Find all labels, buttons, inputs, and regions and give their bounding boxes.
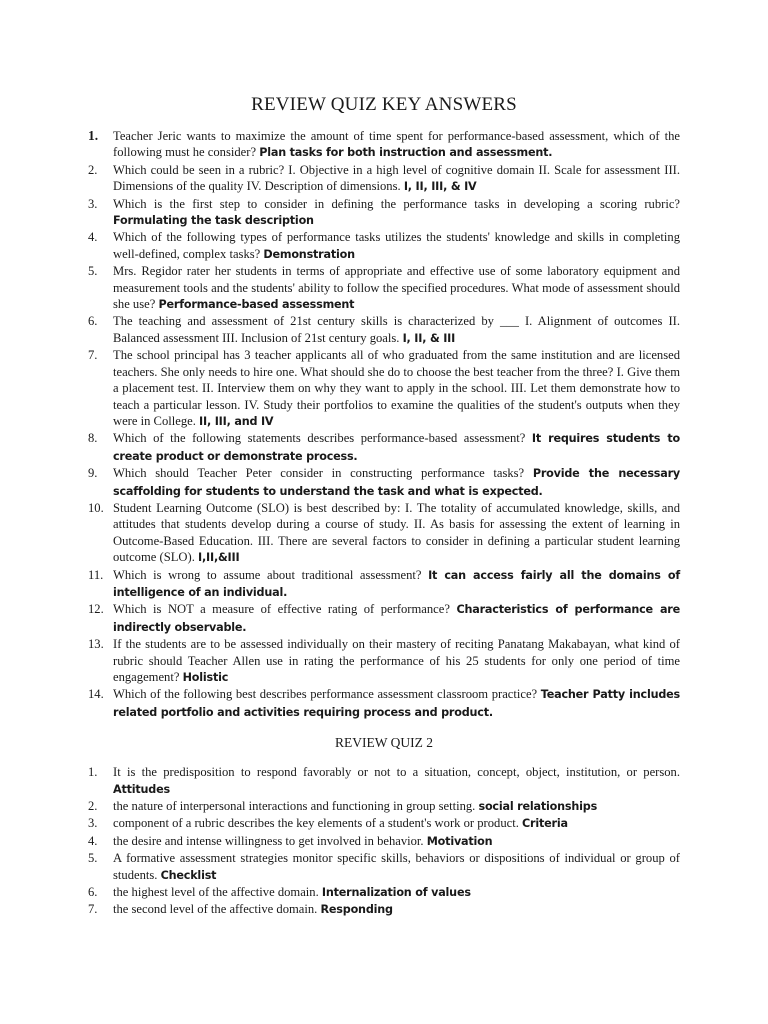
question-text: Which of the following types of performance tasks utilizes the students' knowledge and skills in completing well-defined, complex tasks?	[113, 230, 680, 261]
answer-text: Responding	[320, 903, 393, 917]
question-text: the second level of the affective domain.	[113, 902, 318, 917]
quiz2-title: REVIEW QUIZ 2	[335, 735, 433, 751]
question-number: 5.	[88, 264, 98, 279]
question-item	[88, 815, 680, 832]
question-item	[88, 884, 680, 901]
answer-text: It can access fairly all the domains of intelligence of an individual.	[113, 568, 680, 599]
question-number: 4.	[88, 833, 98, 848]
question-item	[88, 263, 680, 313]
question-number: 1.	[88, 128, 99, 143]
question-text: A formative assessment strategies monitor specific skills, behaviors or dispositions of individual or group of students.	[113, 851, 680, 882]
question-text: Teacher Jeric wants to maximize the amount of time spent for performance-based assessment, which of the following must he consider?	[113, 129, 680, 160]
question-item	[88, 465, 680, 500]
answer-text: Attitudes	[113, 782, 170, 796]
answer-text: Motivation	[426, 834, 493, 848]
question-number: 12.	[88, 602, 104, 617]
question-number: 5.	[88, 851, 98, 866]
answer-text: I, II, & III	[402, 331, 456, 345]
question-number: 6.	[88, 314, 98, 329]
question-text: If the students are to be assessed individually on their mastery of reciting Panatang Makabayan, what kind of rubric should Teacher Allen use in rating the performance of his 25 students for only one period of time engagement?	[113, 637, 680, 684]
question-item	[88, 430, 680, 465]
question-item	[88, 229, 680, 263]
question-number: 3.	[88, 196, 98, 211]
answer-text: Checklist	[160, 868, 217, 882]
question-text: Which of the following best describes performance assessment classroom practice?	[113, 687, 538, 702]
question-number: 9.	[88, 466, 98, 481]
answer-text: Criteria	[522, 817, 568, 831]
question-item	[88, 347, 680, 430]
question-text: Which should Teacher Peter consider in constructing performance tasks?	[113, 466, 525, 481]
question-text: The school principal has 3 teacher applicants all of who graduated from the same institution and are licensed teachers. She only needs to hire one. What should she do to choose the best teacher from the three? I. Give them a placement test. II. Interview them on why they want to apply in the school. III. Let them demonstrate how to teach a particular lesson. IV. Study their portfolios to examine the qualities of the student's outputs when they were in College.	[113, 348, 680, 428]
question-text: the desire and intense willingness to get involved in behavior.	[113, 833, 424, 848]
question-text: Which could be seen in a rubric? I. Objective in a high level of cognitive domain II. Scale for assessment III. Dimensions of the quality IV. Description of dimensions.	[113, 162, 680, 194]
question-text: The teaching and assessment of 21st century skills is characterized by ___ I. Alignment of outcomes II. Balanced assessment III. Inclusion of 21st century goals.	[113, 314, 680, 345]
question-number: 11.	[88, 567, 104, 582]
question-item	[88, 601, 680, 636]
question-number: 1.	[88, 765, 98, 780]
answer-text: II, III, and IV	[199, 414, 274, 428]
answer-text: Performance-based assessment	[158, 298, 355, 312]
question-item	[88, 686, 680, 721]
question-number: 13.	[88, 637, 104, 652]
question-text: component of a rubric describes the key elements of a student's work or product.	[113, 816, 519, 831]
answer-text: Holistic	[182, 671, 229, 684]
question-item	[88, 128, 680, 162]
quiz1-list	[88, 128, 680, 721]
question-number: 4.	[88, 230, 98, 245]
quiz2-list	[88, 764, 680, 919]
answer-text: Teacher Patty includes related portfolio and activities requiring process and product.	[113, 688, 680, 719]
question-text: Mrs. Regidor rater her students in terms of appropriate and effective use of some laboratory equipment and measurement tools and the students' ability to follow the specified procedures. What mode of assessment should she use?	[113, 264, 680, 312]
question-item	[88, 500, 680, 567]
question-text: It is the predisposition to respond favorably or not to a situation, concept, object, institution, or person.	[113, 765, 680, 780]
question-number: 6.	[88, 885, 98, 900]
question-number: 3.	[88, 816, 98, 831]
question-text: Student Learning Outcome (SLO) is best described by: I. The totality of accumulated knowledge, skills, and attitudes that students develop during a course of study. II. As basis for assessing the extent of learning in Outcome-Based Education. III. There are several factors to consider in defining a particular student learning outcome (SLO).	[113, 500, 680, 565]
question-item	[88, 313, 680, 347]
question-number: 2.	[88, 162, 98, 177]
answer-text: Plan tasks for both instruction and assessment.	[259, 146, 553, 160]
question-text: Which is the first step to consider in defining the performance tasks in developing a scoring rubric?	[113, 196, 680, 211]
question-number: 10.	[88, 500, 104, 515]
question-item	[88, 636, 680, 686]
answer-text: It requires students to create product or demonstrate process.	[113, 432, 680, 463]
answer-text: I,II,&III	[198, 551, 240, 565]
answer-text: social relationships	[478, 800, 598, 814]
answer-text: I, II, III, & IV	[403, 180, 477, 194]
answer-text: Demonstration	[263, 247, 355, 261]
question-text: Which is NOT a measure of effective rating of performance?	[113, 602, 450, 617]
question-item	[88, 567, 680, 602]
question-number: 14.	[88, 687, 104, 702]
question-item	[88, 162, 680, 196]
question-text: the nature of interpersonal interactions and functioning in group setting.	[113, 799, 476, 814]
answer-text: Formulating the task description	[113, 214, 314, 228]
answer-text: Internalization of values	[321, 886, 471, 900]
question-text: the highest level of the affective domain.	[113, 885, 319, 900]
question-item	[88, 850, 680, 884]
question-number: 7.	[88, 902, 98, 917]
question-text: Which of the following statements describes performance-based assessment?	[113, 431, 526, 446]
question-number: 7.	[88, 348, 98, 363]
question-text: Which is wrong to assume about traditional assessment?	[113, 567, 422, 582]
question-item	[88, 833, 680, 850]
answer-text: Provide the necessary scaffolding for students to understand the task and what is expected.	[113, 467, 680, 498]
question-number: 2.	[88, 799, 98, 814]
question-item	[88, 901, 680, 918]
question-item	[88, 764, 680, 798]
question-item	[88, 798, 680, 815]
question-item	[88, 196, 680, 230]
answer-text: Characteristics of performance are indirectly observable.	[113, 603, 680, 634]
question-number: 8.	[88, 431, 98, 446]
document-title: REVIEW QUIZ KEY ANSWERS	[251, 94, 517, 115]
